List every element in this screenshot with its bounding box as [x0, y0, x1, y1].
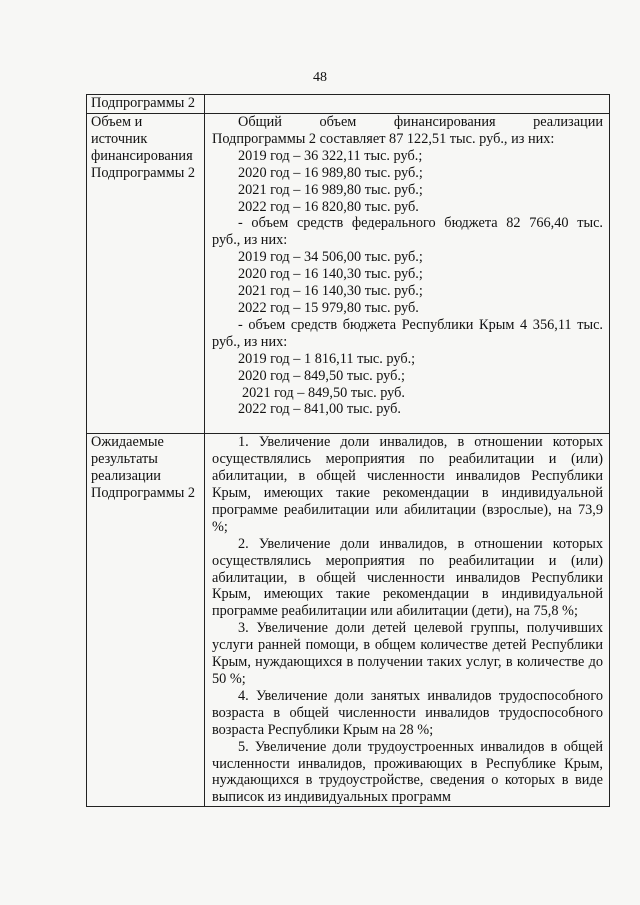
- crimea-year-item: 2019 год – 1 816,11 тыс. руб.;: [238, 350, 416, 367]
- federal-budget-line1: - объем средств федерального бюджета 82 766,40 тыс.: [238, 215, 603, 232]
- subprogram-title-cell: Подпрограммы 2: [87, 95, 205, 114]
- crimea-budget-line2: руб., из них:: [212, 333, 288, 350]
- federal-budget-line2: руб., из них:: [212, 232, 288, 249]
- financing-intro-line2: Подпрограммы 2 составляет 87 122,51 тыс. руб., из них:: [212, 130, 555, 147]
- results-content: [205, 434, 610, 807]
- crimea-budget-line1: - объем средств бюджета Республики Крым 4 356,11 тыс.: [238, 316, 603, 333]
- total-year-item: 2021 год – 16 989,80 тыс. руб.;: [238, 181, 423, 198]
- result-item: 1. Увеличение доли инвалидов, в отношении которых осуществлялись мероприятия по реабилитации и (или) абилитации, в общей численности инвалидов Республики Крым, имеющих такие рекомендации в индивидуальной программе реабилитации или абилитации (взрослые), на 73,9 %;: [212, 434, 603, 535]
- total-year-item: 2019 год – 36 322,11 тыс. руб.;: [238, 147, 423, 164]
- passport-table: [86, 94, 610, 807]
- result-item: 2. Увеличение доли инвалидов, в отношении которых осуществлялись мероприятия по реабилитации и (или) абилитации, в общей численности инвалидов Республики Крым, имеющих такие рекомендации в индивидуальной программе реабилитации или абилитации (дети), на 75,8 %;: [212, 535, 603, 620]
- result-item: 3. Увеличение доли детей целевой группы, получивших услуги ранней помощи, в общем количестве детей Республики Крым, нуждающихся в получении таких услуг, в количестве до 50 %;: [212, 620, 603, 687]
- total-year-item: 2020 год – 16 989,80 тыс. руб.;: [238, 164, 423, 181]
- subprogram-empty-cell: [205, 95, 610, 114]
- table-row-subprogram: [87, 95, 610, 114]
- financing-label: Объем и источник финансирования Подпрограммы 2: [87, 114, 205, 434]
- federal-year-item: 2019 год – 34 506,00 тыс. руб.;: [238, 249, 423, 266]
- federal-year-item: 2021 год – 16 140,30 тыс. руб.;: [238, 283, 423, 300]
- total-year-item: 2022 год – 16 820,80 тыс. руб.: [238, 198, 419, 215]
- crimea-year-item: 2022 год – 841,00 тыс. руб.: [238, 401, 401, 418]
- result-item: 5. Увеличение доли трудоустроенных инвалидов в общей численности инвалидов, проживающих в Республике Крым, нуждающихся в трудоустройстве, сведения о которых в виде выписок из индивидуальных программ: [212, 738, 603, 806]
- financing-content: [205, 114, 610, 434]
- page-number: 48: [313, 70, 327, 85]
- table-row-financing: [87, 114, 610, 434]
- federal-year-item: 2022 год – 15 979,80 тыс. руб.: [238, 299, 419, 316]
- table-row-results: [87, 434, 610, 807]
- crimea-year-item: 2021 год – 849,50 тыс. руб.: [242, 384, 405, 401]
- results-label: Ожидаемые результаты реализации Подпрограммы 2: [87, 434, 205, 807]
- federal-year-item: 2020 год – 16 140,30 тыс. руб.;: [238, 266, 423, 283]
- financing-intro-line1: Общий объем финансирования реализации: [238, 114, 603, 130]
- crimea-year-item: 2020 год – 849,50 тыс. руб.;: [238, 367, 405, 384]
- result-item: 4. Увеличение доли занятых инвалидов трудоспособного возраста в общей численности инвалидов трудоспособного возраста Республики Крым на 28 %;: [212, 687, 603, 738]
